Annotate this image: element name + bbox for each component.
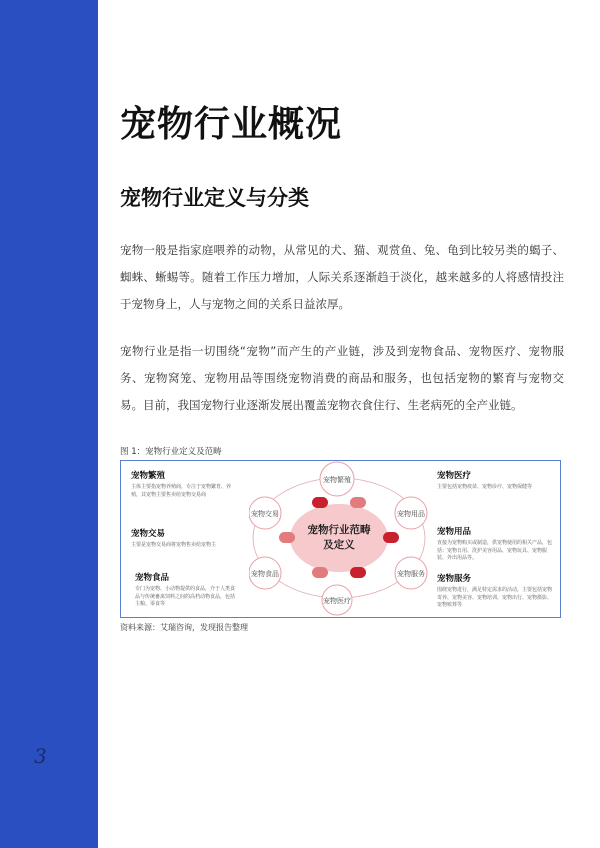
- center-label-1: 宠物行业范畴: [307, 524, 371, 536]
- dot-4: [383, 532, 399, 543]
- dot-6: [350, 567, 366, 578]
- industry-scope-diagram: [249, 461, 429, 616]
- block-supplies-desc: 直接为宠物购买或制造，供宠物使用的相关产品，包括：宠物日用、洗护美容用品、宠物玩具、宠物服装、外出用品等。: [437, 540, 553, 561]
- dot-3: [279, 532, 295, 543]
- block-food-title: 宠物食品: [135, 573, 170, 583]
- block-food: [135, 571, 239, 609]
- section-title: 宠物行业定义与分类: [120, 186, 309, 210]
- node-bottom: [322, 585, 352, 615]
- block-services: [437, 572, 555, 610]
- block-breeding-title: 宠物繁殖: [131, 471, 166, 481]
- node-bottom-label: 宠物医疗: [323, 597, 351, 605]
- paragraph-2: 宠物行业是指一切围绕“宠物”而产生的产业链，涉及到宠物食品、宠物医疗、宠物服务、宠物窝笼、宠物用品等围绕宠物消费的商品和服务，也包括宠物的繁育与宠物交易。目前，我国宠物行业逐渐发展出覆盖宠物衣食住行、生老病死的全产业链。: [120, 344, 564, 412]
- block-services-desc: 围绕宠物进行，满足特定需求的活动，主要包括宠物寄养、宠物美容、宠物培训、宠物出行、宠物摄影、宠物殡葬等: [437, 587, 553, 608]
- node-lower-right: [395, 557, 427, 589]
- block-trading-desc: 主要是宠物交易商将宠物售卖给宠物主: [131, 542, 217, 548]
- block-medical: [437, 469, 555, 492]
- page-title: 宠物行业概况: [120, 104, 343, 145]
- block-medical-title: 宠物医疗: [437, 471, 472, 481]
- block-medical-desc: 主要包括宠物疫苗、宠物诊疗、宠物保健等: [437, 484, 533, 490]
- node-upper-left: [249, 497, 281, 529]
- node-upper-left-label: 宠物交易: [251, 510, 279, 518]
- block-breeding-desc: 主体主要指宠物养殖商，专注于宠物繁育、养殖，其宠物主要售卖给宠物交易商: [131, 484, 232, 498]
- paragraph-1: 宠物一般是指家庭喂养的动物，从常见的犬、猫、观赏鱼、兔、龟到比较另类的蝎子、蜘蛛、蜥蜴等。随着工作压力增加，人际关系逐渐趋于淡化，越来越多的人将感情投注于宠物身上，人与宠物之间的关系日益浓厚。: [120, 243, 564, 311]
- center-label-2: 及定义: [323, 539, 355, 551]
- block-trading-title: 宠物交易: [131, 529, 166, 539]
- node-lower-left-label: 宠物食品: [251, 570, 279, 578]
- source-note: 资料来源：艾瑞咨询，发现报告整理: [120, 623, 248, 632]
- block-supplies: [437, 525, 555, 563]
- node-lower-right-label: 宠物服务: [397, 570, 425, 578]
- center-ellipse: [290, 504, 388, 572]
- node-lower-left: [249, 557, 281, 589]
- dot-2: [350, 497, 366, 508]
- block-supplies-title: 宠物用品: [437, 527, 472, 537]
- block-breeding: [131, 469, 235, 499]
- dot-5: [312, 567, 328, 578]
- node-top: [320, 462, 354, 496]
- dot-1: [312, 497, 328, 508]
- block-food-desc: 专门为宠物、小动物提供的食品，介于人类食品与传统畜禽饲料之间的高档动物食品，包括主粮、零食等: [135, 586, 236, 607]
- figure-caption: 图 1：宠物行业定义及范畴: [120, 447, 222, 457]
- block-services-title: 宠物服务: [437, 574, 472, 584]
- node-upper-right: [395, 497, 427, 529]
- block-trading: [131, 527, 241, 550]
- page-number: 3: [34, 744, 47, 768]
- figure-frame: [120, 460, 561, 618]
- node-upper-right-label: 宠物用品: [397, 510, 425, 518]
- side-bar: [0, 0, 98, 848]
- node-top-label: 宠物繁殖: [323, 476, 351, 484]
